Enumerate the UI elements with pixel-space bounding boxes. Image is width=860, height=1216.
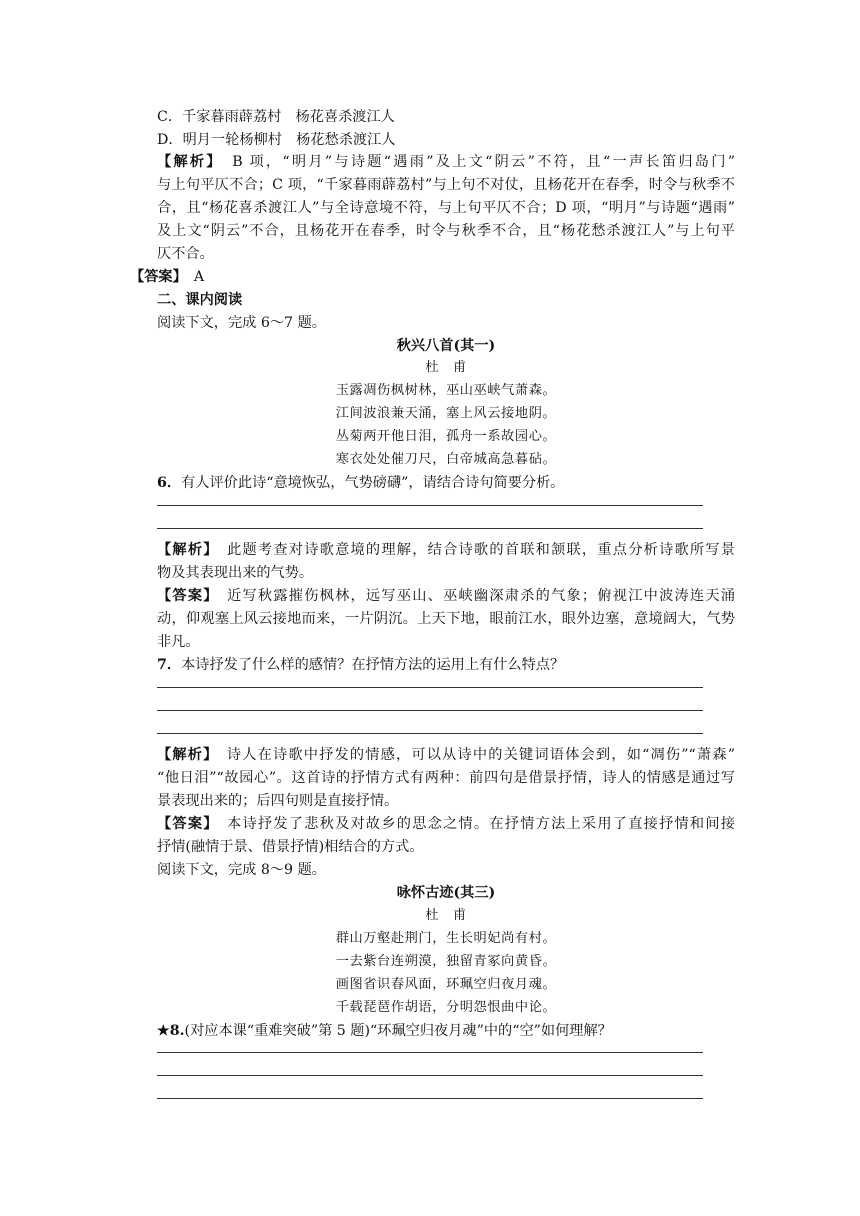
q7-analysis-line-1: 【解析】 诗人在诗歌中抒发的情感，可以从诗中的关键词语体会到，如“凋伤”“萧森” [157, 747, 735, 763]
reading-intro-1: 阅读下文，完成 6～7 题。 [157, 315, 326, 331]
poem1-title: 秋兴八首(其一) [396, 338, 496, 354]
q7-analysis-line-2: “他日泪”“故园心”。这首诗的抒情方式有两种：前四句是借景抒情，诗人的情感是通过写 [157, 770, 735, 786]
answer-label: 【答案】 [130, 269, 180, 285]
q5-analysis-line-1: 【解析】 B 项，“明月”与诗题“遇雨”及上文“阴云”不符，且“一声长笛归岛门” [157, 154, 735, 170]
poem2-line-2: 一去紫台连朔漠，独留青冢向黄昏。 [335, 954, 557, 969]
analysis-label: 【解析】 [157, 154, 216, 170]
poem2-author: 杜 甫 [425, 908, 467, 923]
q7-analysis-line-3: 景表现出来的；后四句则是直接抒情。 [157, 793, 399, 809]
q5-analysis-line-2: 与上句平仄不合；C 项，“千家暮雨薜荔村”与上句不对仗，且杨花开在春季，时令与秋季不 [157, 177, 735, 193]
q7-answer-line-2: 抒情(融情于景、借景抒情)相结合的方式。 [157, 839, 424, 855]
q5-analysis-line-4: 及上文“阴云”不合，且杨花开在春季，时令与秋季不合，且“杨花愁杀渡江人”与上句平 [157, 223, 735, 239]
q6-analysis-line-1: 【解析】 此题考查对诗歌意境的理解，结合诗歌的首联和颔联，重点分析诗歌所写景 [157, 542, 735, 558]
answer-line [157, 1052, 703, 1053]
answer-line [157, 528, 703, 529]
q7-answer-line-1: 【答案】 本诗抒发了悲秋及对故乡的思念之情。在抒情方法上采用了直接抒情和间接 [157, 816, 735, 832]
option-c: C．千家暮雨薜荔村 杨花喜杀渡江人 [157, 109, 395, 125]
poem2-title: 咏怀古迹(其三) [396, 885, 496, 901]
q6-answer-line-1: 【答案】 近写秋露摧伤枫林，远写巫山、巫峡幽深肃杀的气象；俯视江中波涛连天涌 [157, 588, 735, 604]
poem1-line-3: 丛菊两开他日泪，孤舟一系故园心。 [335, 429, 557, 444]
option-d: D．明月一轮杨柳村 杨花愁杀渡江人 [157, 132, 396, 148]
q6-answer-line-3: 非凡。 [157, 634, 200, 650]
poem1-author: 杜 甫 [425, 360, 467, 375]
q6-answer-line-2: 动，仰观塞上风云接地而来，一片阴沉。上天下地，眼前江水，眼外边塞，意境阔大，气势 [157, 611, 735, 627]
answer-line [157, 710, 703, 711]
answer-line [157, 1075, 703, 1076]
answer-line [157, 1098, 703, 1099]
reading-intro-2: 阅读下文，完成 8～9 题。 [157, 862, 326, 878]
poem1-line-1: 玉露凋伤枫树林，巫山巫峡气萧森。 [335, 383, 557, 398]
answer-line [157, 687, 703, 688]
poem2-line-3: 画图省识春风面，环珮空归夜月魂。 [335, 977, 557, 992]
answer-line [157, 733, 703, 734]
answer-line [157, 505, 703, 506]
q5-answer: 【答案】 A [130, 269, 205, 285]
q5-analysis-line-3: 合，且“杨花喜杀渡江人”与全诗意境不符，与上句平仄不合；D 项，“明月”与诗题“遇雨” [157, 200, 735, 216]
q6-question: 6．有人评价此诗“意境恢弘，气势磅礴”，请结合诗句简要分析。 [157, 475, 565, 491]
poem2-line-1: 群山万壑赴荆门，生长明妃尚有村。 [335, 931, 557, 946]
q7-question: 7．本诗抒发了什么样的感情？在抒情方法的运用上有什么特点？ [157, 657, 565, 673]
poem1-line-4: 寒衣处处催刀尺，白帝城高急暮砧。 [335, 452, 557, 467]
q5-analysis-line-5: 仄不合。 [157, 246, 214, 262]
section-heading: 二、课内阅读 [157, 292, 243, 308]
poem1-line-2: 江间波浪兼天涌，塞上风云接地阴。 [335, 406, 557, 421]
q6-analysis-line-2: 物及其表现出来的气势。 [157, 565, 314, 581]
q8-question: ★8.(对应本课“重难突破”第 5 题)“环珮空归夜月魂”中的“空”如何理解？ [157, 1023, 612, 1039]
poem2-line-4: 千载琵琶作胡语，分明怨恨曲中论。 [335, 1000, 557, 1015]
